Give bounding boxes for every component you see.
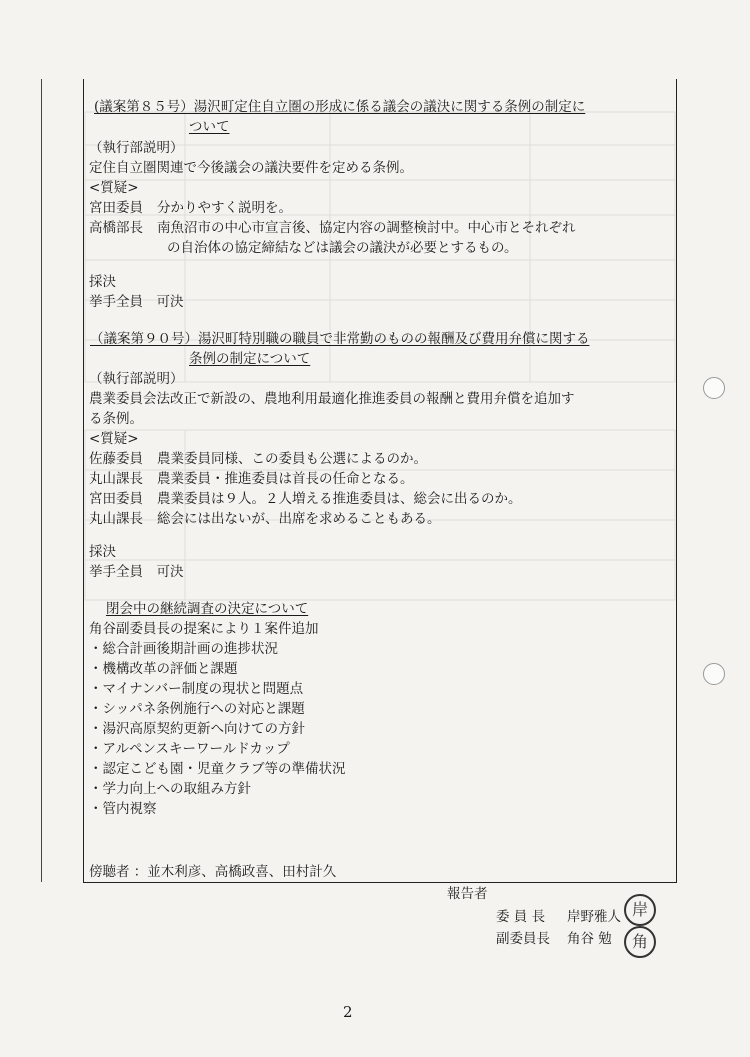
section1-remark-2-continued: の自治体の協定締結などは議会の議決が必要とするもの。: [167, 240, 518, 256]
chair-seal-stamp: 岸: [624, 894, 656, 926]
list-item: ・マイナンバー制度の現状と問題点: [89, 681, 304, 697]
speaker-name: 佐藤委員: [89, 451, 143, 467]
vice-chair-seal-stamp: 角: [624, 926, 656, 958]
reporter-label: 報告者: [447, 886, 488, 902]
audience-line: 傍聴者 ：並木利彦、高橋政喜、田村計久: [89, 864, 337, 880]
list-item: ・管内視察: [89, 801, 157, 817]
section2-remark-3: [89, 489, 522, 509]
section2-vote-label: 採決: [89, 544, 116, 560]
list-item: ・シッパネ条例施行への対応と課題: [89, 701, 305, 717]
section1-vote-result: 挙手全員 可決: [89, 294, 184, 310]
section2-remark-2: [89, 469, 414, 489]
section1-vote-label: 採決: [89, 274, 116, 290]
speaker-name: 高橋部長: [89, 220, 143, 236]
section2-description-line2: る条例。: [89, 411, 143, 427]
left-margin-rule: [41, 79, 42, 882]
binder-hole: [703, 377, 725, 399]
list-item: ・総合計画後期計画の進捗状況: [89, 641, 278, 657]
remark-text: 総会には出ないが、出席を求めることもある。: [157, 511, 441, 527]
speaker-name: 丸山課長: [89, 511, 143, 527]
chair-name: 岸野雅人: [567, 909, 621, 925]
section3-intro: 角谷副委員長の提案により１案件追加: [89, 621, 319, 637]
section2-remark-1: [89, 449, 427, 469]
speaker-name: 宮田委員: [89, 491, 143, 507]
remark-text: 農業委員・推進委員は首長の任命となる。: [157, 471, 414, 487]
section2-title-line1: （議案第９０号）湯沢町特別職の職員で非常勤のものの報酬及び費用弁償に関する: [90, 331, 590, 347]
speaker-name: 丸山課長: [89, 471, 143, 487]
list-item: ・アルペンスキーワールドカップ: [89, 741, 290, 757]
section2-exec-label: （執行部説明）: [89, 371, 184, 387]
list-item: ・学力向上への取組み方針: [89, 781, 251, 797]
remark-text: 農業委員同様、この委員も公選によるのか。: [157, 451, 427, 467]
page-number: 2: [343, 1003, 353, 1021]
list-item: ・認定こども園・児童クラブ等の準備状況: [89, 761, 346, 777]
section1-title-line1: (議案第８５号）湯沢町定住自立圏の形成に係る議会の議決に関する条例の制定に: [94, 99, 586, 115]
section1-question-label: <質疑>: [89, 180, 139, 196]
list-item: ・機構改革の評価と課題: [89, 661, 238, 677]
section2-question-label: <質疑>: [89, 431, 139, 447]
vice-chair-name: 角谷 勉: [567, 931, 612, 947]
remark-text: 分かりやすく説明を。: [157, 200, 292, 216]
section1-description: 定住自立圏関連で今後議会の議決要件を定める条例。: [89, 160, 413, 176]
list-item: ・湯沢高原契約更新へ向けての方針: [89, 721, 305, 737]
section1-remark-1: [89, 198, 292, 218]
section2-remark-4: [89, 509, 441, 529]
binder-hole: [703, 663, 725, 685]
section3-title: 閉会中の継続調査の決定について: [106, 601, 309, 617]
section1-title-line2: ついて: [189, 119, 230, 135]
speaker-name: 宮田委員: [89, 200, 143, 216]
section1-exec-label: （執行部説明）: [89, 140, 184, 156]
vice-chair-title: 副委員長: [496, 931, 550, 947]
section1-remark-2: [89, 218, 576, 238]
chair-title: 委 員 長: [496, 909, 546, 925]
section2-title-line2: 条例の制定について: [189, 351, 311, 367]
section2-description-line1: 農業委員会法改正で新設の、農地利用最適化推進委員の報酬と費用弁償を追加す: [89, 391, 575, 407]
remark-text: 農業委員は９人。２人増える推進委員は、総会に出るのか。: [157, 491, 522, 507]
section2-vote-result: 挙手全員 可決: [89, 564, 184, 580]
remark-text: 南魚沼市の中心市宣言後、協定内容の調整検討中。中心市とそれぞれ: [157, 220, 576, 236]
